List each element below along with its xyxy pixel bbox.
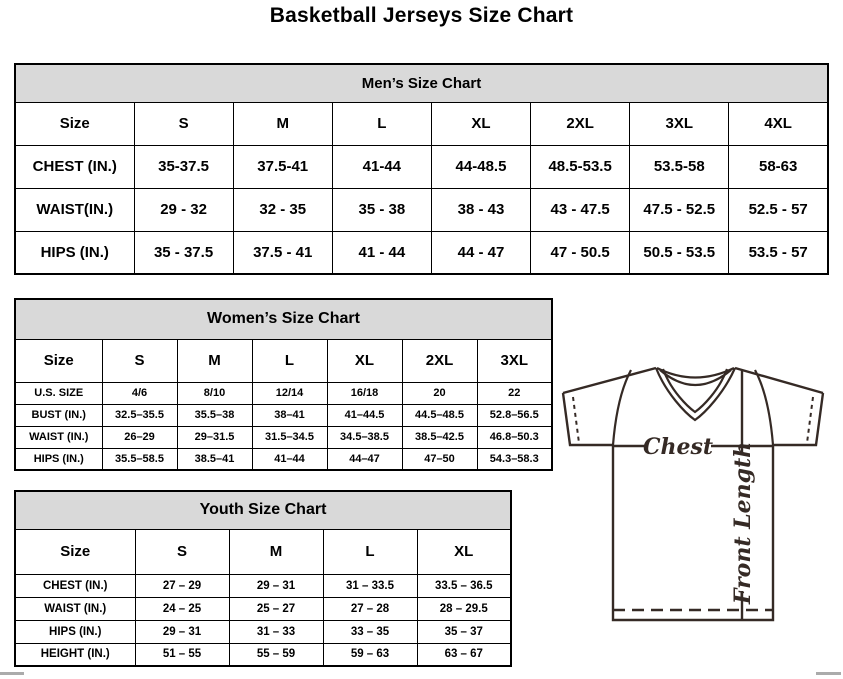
table-header-row: [15, 102, 828, 145]
size-cell: 48.5-53.5: [531, 145, 630, 188]
row-label: WAIST (IN.): [15, 426, 102, 448]
size-cell: 43 - 47.5: [531, 188, 630, 231]
row-label: HIPS (IN.): [15, 448, 102, 470]
size-cell: 35 - 37.5: [134, 231, 233, 274]
size-cell: 44–47: [327, 448, 402, 470]
table-row: [15, 597, 511, 620]
row-label: U.S. SIZE: [15, 382, 102, 404]
size-cell: 35.5–38: [177, 404, 252, 426]
size-cell: 47.5 - 52.5: [630, 188, 729, 231]
size-cell: 41-44: [332, 145, 431, 188]
table-row: [15, 620, 511, 643]
size-cell: 4/6: [102, 382, 177, 404]
size-cell: 35 – 37: [417, 620, 511, 643]
row-label: BUST (IN.): [15, 404, 102, 426]
column-header: 2XL: [531, 102, 630, 145]
size-cell: 46.8–50.3: [477, 426, 552, 448]
table-title-row: [15, 299, 552, 339]
column-header: 3XL: [630, 102, 729, 145]
size-cell: 52.5 - 57: [729, 188, 828, 231]
column-header: Size: [15, 102, 134, 145]
table-header-row: [15, 339, 552, 382]
table-row: [15, 574, 511, 597]
size-cell: 44 - 47: [431, 231, 530, 274]
page-title: Basketball Jerseys Size Chart: [269, 4, 574, 27]
size-cell: 20: [402, 382, 477, 404]
column-header: XL: [327, 339, 402, 382]
front-length-measurement-label: Front Length: [730, 441, 756, 605]
size-cell: 50.5 - 53.5: [630, 231, 729, 274]
size-cell: 38 - 43: [431, 188, 530, 231]
row-label: CHEST (IN.): [15, 574, 135, 597]
size-cell: 63 – 67: [417, 643, 511, 666]
row-label: HIPS (IN.): [15, 620, 135, 643]
table-row: [15, 382, 552, 404]
size-cell: 47 - 50.5: [531, 231, 630, 274]
table-header-row: [15, 529, 511, 574]
column-header: M: [177, 339, 252, 382]
column-header: S: [134, 102, 233, 145]
table-title-row: [15, 64, 828, 102]
column-header: Size: [15, 529, 135, 574]
size-cell: 31 – 33: [229, 620, 323, 643]
row-label: CHEST (IN.): [15, 145, 134, 188]
size-cell: 27 – 29: [135, 574, 229, 597]
column-header: Size: [15, 339, 102, 382]
youth-size-table: [14, 490, 512, 667]
table-row: [15, 231, 828, 274]
table-row: [15, 404, 552, 426]
column-header: XL: [417, 529, 511, 574]
size-cell: 38–41: [252, 404, 327, 426]
size-cell: 51 – 55: [135, 643, 229, 666]
jersey-shoulder-lines: [563, 368, 823, 393]
column-header: L: [332, 102, 431, 145]
size-cell: 12/14: [252, 382, 327, 404]
size-cell: 41 - 44: [332, 231, 431, 274]
size-cell: 38.5–41: [177, 448, 252, 470]
size-cell: 24 – 25: [135, 597, 229, 620]
horizontal-scrollbar-right-fragment[interactable]: [816, 672, 841, 675]
column-header: 4XL: [729, 102, 828, 145]
size-cell: 59 – 63: [323, 643, 417, 666]
column-header: S: [135, 529, 229, 574]
size-cell: 25 – 27: [229, 597, 323, 620]
row-label: HIPS (IN.): [15, 231, 134, 274]
size-cell: 33.5 – 36.5: [417, 574, 511, 597]
womens-size-table: [14, 298, 553, 471]
column-header: S: [102, 339, 177, 382]
column-header: L: [252, 339, 327, 382]
chest-measurement-label: Chest: [642, 434, 714, 460]
horizontal-scrollbar-left-fragment[interactable]: [0, 672, 24, 675]
size-cell: 29 – 31: [229, 574, 323, 597]
table-title: Youth Size Chart: [15, 491, 511, 529]
size-cell: 32.5–35.5: [102, 404, 177, 426]
size-cell: 26–29: [102, 426, 177, 448]
size-cell: 28 – 29.5: [417, 597, 511, 620]
table-title-row: [15, 491, 511, 529]
size-cell: 35 - 38: [332, 188, 431, 231]
size-cell: 29 – 31: [135, 620, 229, 643]
size-cell: 32 - 35: [233, 188, 332, 231]
size-cell: 29–31.5: [177, 426, 252, 448]
size-cell: 27 – 28: [323, 597, 417, 620]
column-header: M: [229, 529, 323, 574]
table-row: [15, 426, 552, 448]
size-cell: 58-63: [729, 145, 828, 188]
size-cell: 41–44: [252, 448, 327, 470]
row-label: HEIGHT (IN.): [15, 643, 135, 666]
table-row: [15, 448, 552, 470]
size-cell: 47–50: [402, 448, 477, 470]
size-cell: 29 - 32: [134, 188, 233, 231]
column-header: L: [323, 529, 417, 574]
size-cell: 41–44.5: [327, 404, 402, 426]
size-cell: 38.5–42.5: [402, 426, 477, 448]
size-cell: 44.5–48.5: [402, 404, 477, 426]
size-cell: 31.5–34.5: [252, 426, 327, 448]
row-label: WAIST(IN.): [15, 188, 134, 231]
size-cell: 37.5 - 41: [233, 231, 332, 274]
size-cell: 31 – 33.5: [323, 574, 417, 597]
mens-size-table: [14, 63, 829, 275]
size-cell: 55 – 59: [229, 643, 323, 666]
table-title: Men’s Size Chart: [15, 64, 828, 102]
size-cell: 8/10: [177, 382, 252, 404]
jersey-measurement-diagram: [553, 353, 843, 631]
size-cell: 44-48.5: [431, 145, 530, 188]
table-row: [15, 145, 828, 188]
size-cell: 22: [477, 382, 552, 404]
size-cell: 33 – 35: [323, 620, 417, 643]
row-label: WAIST (IN.): [15, 597, 135, 620]
column-header: 2XL: [402, 339, 477, 382]
size-cell: 35.5–58.5: [102, 448, 177, 470]
table-row: [15, 188, 828, 231]
column-header: 3XL: [477, 339, 552, 382]
size-cell: 35-37.5: [134, 145, 233, 188]
size-cell: 37.5-41: [233, 145, 332, 188]
size-cell: 34.5–38.5: [327, 426, 402, 448]
size-cell: 16/18: [327, 382, 402, 404]
size-cell: 53.5-58: [630, 145, 729, 188]
size-cell: 53.5 - 57: [729, 231, 828, 274]
column-header: M: [233, 102, 332, 145]
table-row: [15, 643, 511, 666]
column-header: XL: [431, 102, 530, 145]
table-title: Women’s Size Chart: [15, 299, 552, 339]
size-cell: 52.8–56.5: [477, 404, 552, 426]
size-cell: 54.3–58.3: [477, 448, 552, 470]
